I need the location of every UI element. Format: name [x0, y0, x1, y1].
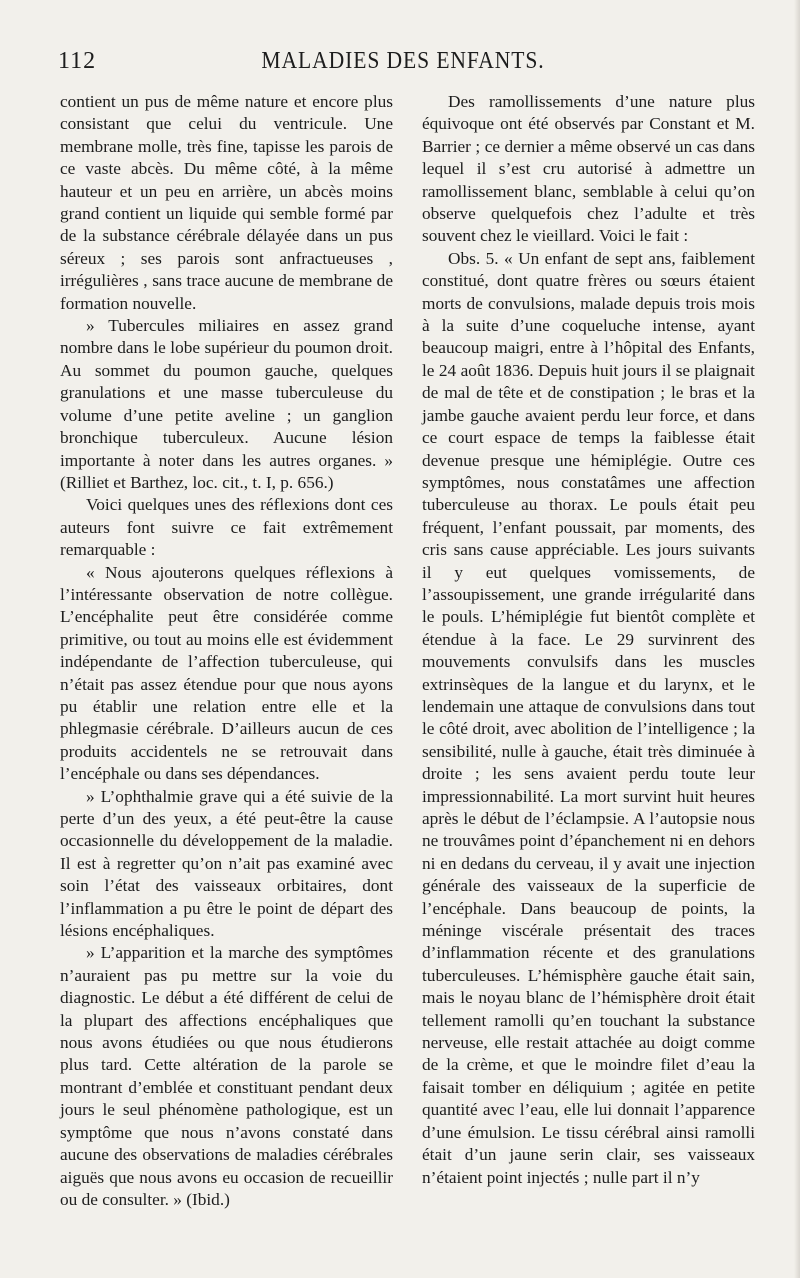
paragraph: » Tubercules miliaires en assez grand nombre dans le lobe supérieur du poumon droit. Au sommet du poumon gauche, quelques granulations et une masse tuberculeuse du volume d’une petite aveline ; un ganglion bronchique tuberculeux. Aucune lésion importante à noter dans les autres organes. » (Rilliet et Barthez, loc. cit., t. I, p. 656.)	[60, 316, 393, 492]
paragraph: » L’ophthalmie grave qui a été suivie de la perte d’un des yeux, a été peut-être la cause occasionnelle du développement de la maladie. Il est à regretter qu’on n’ait pas examiné avec soin l’état des vaisseaux orbitaires, dont l’inflammation a pu être le point de départ des lésions encéphaliques.	[60, 786, 393, 941]
paragraph: Des ramollissements d’une nature plus équivoque ont été observés par Constant et M. Barrier ; ce dernier a même observé un cas dans lequel il s’est cru autorisé à admettre un ramollissement blanc, semblable à celui qu’on observe quelquefois chez l’adulte et très souvent chez le vieillard. Voici le fait :	[422, 92, 755, 246]
paragraph: Obs. 5. « Un enfant de sept ans, faiblement constitué, dont quatre frères ou sœurs étaient morts de convulsions, malade depuis trois mois à la suite d’une coqueluche intense, ayant beaucoup maigri, entre à l’hôpital des Enfants, le 24 août 1836. Depuis huit jours il se plaignait de mal de tête et de constipation ; le bras et la jambe gauche avaient perdu leur force, et dans ce court espace de temps la faiblesse était devenue presque une hémiplégie. Outre ces symptômes, nous constatâmes une affection tuberculeuse au thorax. Le pouls était peu fréquent, l’enfant poussait, par moments, des cris sans cause appréciable. Les jours suivants il y eut quelques vomissements, de l’assoupissement, une grande irrégularité dans le pouls. L’hémiplégie fut bientôt complète et étendue à la face. Le 29 survinrent des mouvements convulsifs dans les muscles extrinsèques de la langue et du larynx, et le lendemain une attaque de convulsions dans tout le côté droit, avec abolition de l’intelligence ; la sensibilité, nulle à gauche, était très diminuée à droite ; les sens avaient perdu toute leur impressionnabilité. La mort survint huit heures après le début de l’éclampsie. A l’autopsie nous ne trouvâmes point d’épanchement ni en dehors ni en dedans du cerveau, il y avait une injection générale des vaisseaux de la superficie de l’encéphale. Dans beaucoup de points, la méninge viscérale présentait des traces d’inflammation récente et des granulations tuberculeuses. L’hémisphère gauche était sain, mais le noyau blanc de l’hémisphère droit était tellement ramolli qu’en touchant la substance nerveuse, elle restait attachée au doigt comme de la crème, et que le moindre filet d’eau la faisait tomber en déliquium ; agitée en petite quantité avec l’eau, elle lui donnait l’apparence d’une émulsion. Le tissu cérébral ainsi ramolli était d’un jaune serin clair, ses vaisseaux n’étaient point injectés ; nulle part il n’y	[422, 248, 755, 1187]
page-number: 112	[58, 48, 97, 74]
paragraph: » L’apparition et la marche des symptômes n’auraient pas pu mettre sur la voie du diagnostic. Le début a été différent de celui de la plupart des affections encéphaliques que nous avons étudiées ou que nous étudierons plus tard. Cette altération de la parole se montrant d’emblée et constituant pendant deux jours le seul phénomène pathologique, est un symptôme que nous n’avons constaté dans aucune des observations de maladies cérébrales aiguës que nous avons eu occasion de recueillir ou de consulter. » (Ibid.)	[60, 943, 393, 1209]
paragraph: contient un pus de même nature et encore plus consistant que celui du ventricule. Une membrane molle, très fine, tapisse les parois de ce vaste abcès. Du même côté, à la même hauteur et un peu en arrière, un abcès moins grand contient un liquide qui semble formé par de la substance cérébrale délayée dans un pus séreux ; ses parois sont anfractueuses , irrégulières , sans trace aucune de membrane de formation nouvelle.	[60, 92, 393, 313]
paragraph: Voici quelques unes des réflexions dont ces auteurs font suivre ce fait extrêmement remarquable :	[60, 495, 393, 560]
running-title: MALADIES DES ENFANTS.	[261, 48, 545, 74]
left-column	[60, 91, 393, 1211]
page-header	[58, 48, 748, 82]
paragraph: « Nous ajouterons quelques réflexions à l’intéressante observation de notre collègue. L’encéphalite peut être considérée comme primitive, ou tout au moins elle est évidemment indépendante de l’affection tuberculeuse, qui n’était pas assez étendue pour que nous ayons pu établir une relation entre elle et la phlegmasie cérébrale. D’ailleurs aucun de ces produits accidentels ne se retrouvait dans l’encéphale ou dans ses dépendances.	[60, 562, 393, 784]
page-edge-shadow	[794, 0, 800, 1278]
right-column	[422, 91, 755, 1189]
